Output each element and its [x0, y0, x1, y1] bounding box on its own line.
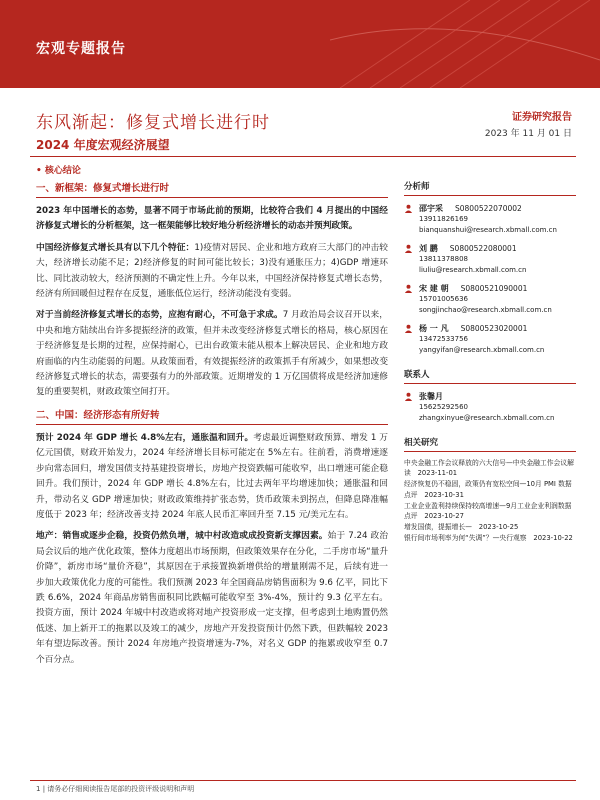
analyst-email[interactable]: songjinchao@research.xbmall.com.cn — [419, 306, 552, 314]
banner-decoration-lines — [330, 0, 600, 88]
analyst-card — [404, 322, 576, 356]
report-series: 宏观专题报告 — [36, 41, 126, 57]
analysts-heading: 分析师 — [404, 180, 576, 196]
paragraph: 地产：销售或逐步企稳，投资仍然负增，城中村改造或成投资新支撑因素。始于 7.24 政治局会议后的地产优化政策，整体力度超出市场预期，但政策效果存在分化，二手房市场“量升价降”，新房市场“量价齐稳”，其原因在于承接置换新增供给的增量刚需不足，后续有进一步加大政策优化力度的可能性。我们预测 2023 年全国商品房销售面积为 9.6 亿平，同比下跌 6.6%，2024 年商品房销售面积同比跌幅可能收窄至 3%-4%，预计约 9.3 亿平左右。投资方面，预计 2024 年城中村改造或将对地产投资形成一定支撑，但考虑到土地购置仍然低迷、加上新开工的拖累以及竣工的减少，房地产开发投资预计仍然下跌，但跌幅较 2023 年有望边际改善。预计 2024 年房地产投资增速为-7%，对名义 GDP 的拖累或收窄至 0.7 个百分点。 — [36, 531, 389, 665]
analyst-card — [404, 242, 576, 276]
contact-email[interactable]: zhangxinyue@research.xbmall.com.cn — [419, 414, 555, 422]
analyst-phone: 13811378808 — [419, 255, 468, 263]
analyst-cert: S0800523020001 — [460, 323, 528, 333]
contact-heading: 联系人 — [404, 368, 576, 384]
section-heading: 二、中国：经济形态有所好转 — [36, 407, 388, 425]
person-icon — [404, 324, 413, 333]
sidebar — [404, 180, 576, 545]
paragraph: 对于当前经济修复式增长的态势，应抱有耐心，不可急于求成。7 月政治局会议召开以来，中央和地方陆续出台许多提振经济的政策，但并未改变经济修复式增长的格局，核心原因在于经济修复是长期的过程，应保持耐心，已出台政策未能从根本上解决居民、企业和地方政府面临的内生动能弱的问题。从政策面看，有效提振经济的政策抓手有所减少，如果想改变经济修复式增长的状态，需要强有力的外部政策。近期增发的 1 万亿国债将成是经济加速修复的重要契机，财政政策空间打开。 — [36, 310, 388, 398]
analyst-phone: 15701005636 — [419, 295, 468, 303]
top-banner — [0, 0, 600, 88]
analyst-cert: S0800522070002 — [455, 203, 522, 213]
analyst-email[interactable]: yangyifan@research.xbmall.com.cn — [419, 346, 545, 354]
contact-name: 张馨月 — [419, 391, 443, 401]
analyst-email[interactable]: bianquanshui@research.xbmall.com.cn — [419, 226, 557, 234]
report-subtitle: 2024 年度宏观经济展望 — [36, 138, 170, 152]
analyst-cert: S0800522080001 — [449, 243, 517, 253]
summary-label: • 核心结论 — [36, 166, 81, 176]
paragraph: 2023 年中国增长的态势，显著不同于市场此前的预期，比较符合我们 4 月提出的中国经济修复式增长的分析框架，这一框架能够比较好地分析经济增长的动态并预判政策。 — [36, 206, 388, 232]
footer: 1 | 请务必仔细阅读报告尾部的投资评级说明和声明 — [36, 785, 195, 793]
analyst-card — [404, 282, 576, 316]
report-type: 证券研究报告 — [512, 112, 572, 123]
analyst-card — [404, 202, 576, 236]
related-report-link[interactable]: 经济恢复仍不稳固，政策仍有宽松空间—10月 PMI 数据点评 2023-10-31 — [404, 480, 572, 499]
footer-divider — [30, 780, 576, 781]
main-column — [36, 180, 388, 674]
section-heading: 一、新框架：修复式增长进行时 — [36, 180, 388, 198]
bullet-icon: • — [36, 166, 42, 176]
paragraph: 中国经济修复式增长具有以下几个特征：1)疫情对居民、企业和地方政府三大部门的冲击较大，经济增长动能不足；2)经济修复的时间可能比较长；3)没有通胀压力；4)GDP 增速环比、同比波动较大，经济预测的不确定性上升。今年以来，中国经济保持修复式增长态势，经济有所回暖但过程存在反复，通胀低位运行，经济动能没有变弱。 — [36, 242, 388, 300]
disclaimer-note: 请务必仔细阅读报告尾部的投资评级说明和声明 — [47, 785, 195, 793]
analyst-name: 刘 鹏 — [419, 243, 438, 253]
analyst-phone: 13472533756 — [419, 335, 468, 343]
report-title: 东风渐起：修复式增长进行时 — [36, 113, 270, 133]
related-heading: 相关研究 — [404, 436, 576, 452]
related-report-link[interactable]: 银行间市场利率为何“失调”？—央行观察 2023-10-22 — [404, 534, 573, 543]
person-icon — [404, 284, 413, 293]
report-date: 2023 年 11 月 01 日 — [484, 129, 572, 139]
related-report-link[interactable]: 增发国债，提振增长— 2023-10-25 — [404, 523, 519, 532]
person-icon — [404, 244, 413, 253]
analyst-email[interactable]: liuliu@research.xbmall.com.cn — [419, 266, 527, 274]
contact-card — [404, 390, 576, 424]
person-icon — [404, 204, 413, 213]
related-report-link[interactable]: 中央金融工作会议释放的六大信号—中央金融工作会议解读 2023-11-01 — [404, 459, 574, 478]
person-icon — [404, 392, 413, 401]
analyst-name: 杨 一 凡 — [419, 323, 449, 333]
related-report-link[interactable]: 工业企业盈利持续保持较高增速—9月工业企业利润数据点评 2023-10-27 — [404, 501, 572, 521]
header-divider — [30, 156, 576, 157]
analyst-name: 邵宇采 — [419, 203, 443, 213]
analyst-cert: S0800521090001 — [460, 283, 528, 293]
analyst-name: 宋 建 朝 — [419, 283, 449, 293]
contact-phone: 15625292560 — [419, 403, 468, 411]
analyst-phone: 13911826169 — [419, 215, 468, 223]
page-number: 1 — [36, 785, 41, 793]
paragraph: 预计 2024 年 GDP 增长 4.8%左右，通胀温和回升。考虑最近调整财政预算、增发 1 万亿元国债，财政开始发力，2024 年经济增长目标可能定在 5%左右。往前看，消费增速逐步向常态回归，增发国债支持基建投资增长，房地产投资跌幅可能收窄，出口增速可能企稳回升。我们预计，2024 年 GDP 增长 4.8%左右，比过去两年平均增速加快；通胀温和回升，带动名义 GDP 增速加快；财政政策维持扩张态势，货币政策未到拐点，但降息降准幅度低于 2023 年；经济改善支持 2024 年底人民币汇率回升至 7.15 元/美元左右。 — [36, 432, 388, 520]
